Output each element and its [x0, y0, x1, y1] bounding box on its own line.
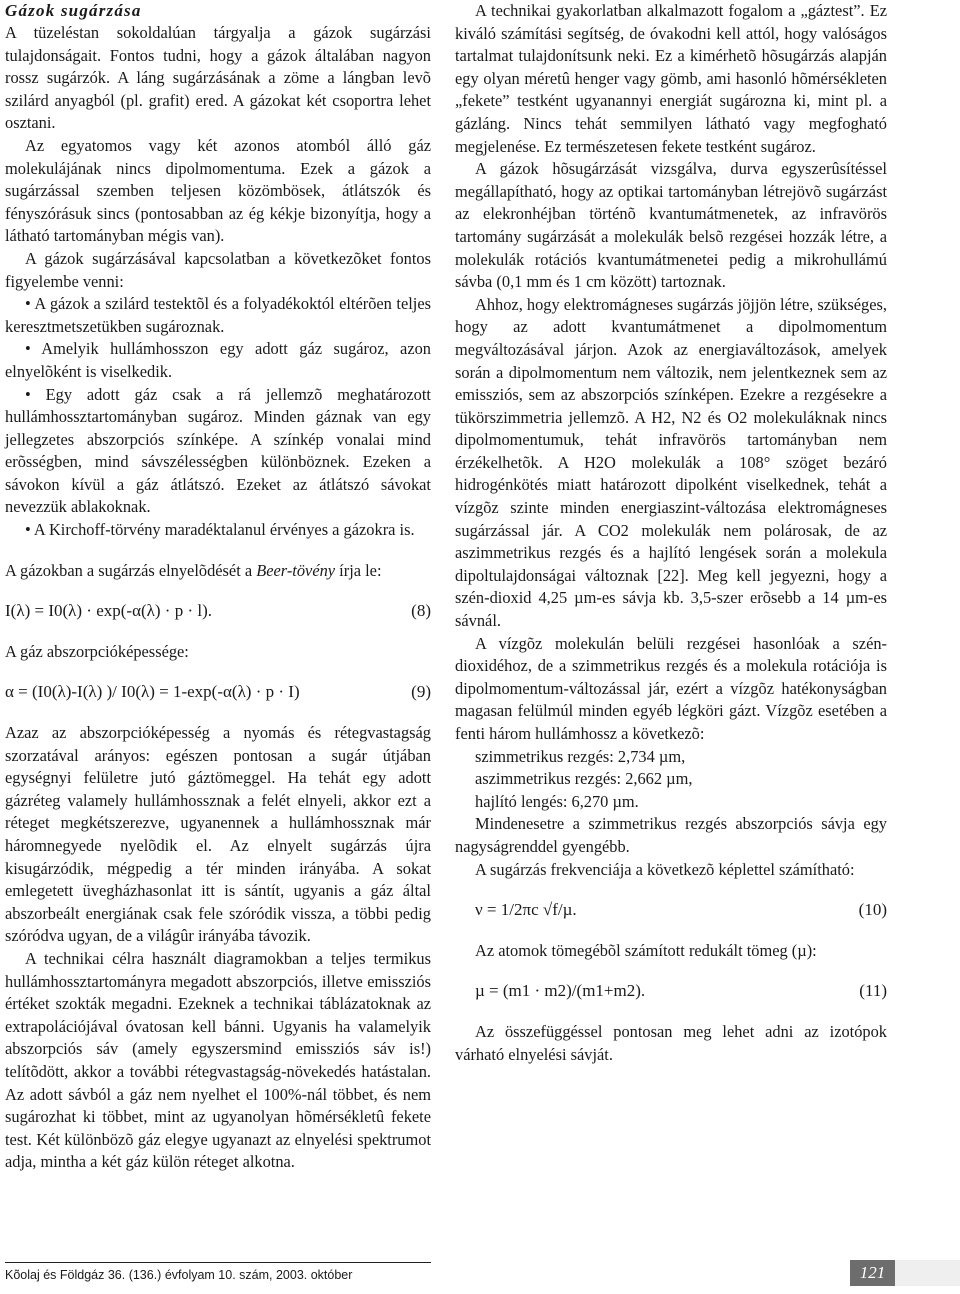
- paragraph-beer-law: [5, 560, 431, 583]
- equation-body: ν = 1/2πc √f/µ.: [475, 900, 577, 920]
- paragraph: Azaz az abszorpcióképesség a nyomás és rétegvastagság szorzatával arányos: egészen pontosan a sugár útjában egységnyi felületre jutó gáztömeggel. Ha tehát egy adott gázréteg valamely hullámhossznak a felét elnyeli, akkor ezt a réteget megkétszerezve, ugyanennek a hullámhossznak már háromnegyede nyelõdik el. Az elnyelt sugárzás újra kisugárzódik, mégpedig a tér minden irányába. A sokat emlegetett üvegházhasonlat itt is sántít, ugyanis a gáz által abszorbeált energiának csak fele szóródik vissza, a többi pedig szóródva ugyan, de a világûr irányába távozik.: [5, 723, 431, 946]
- equation-8: [5, 600, 431, 623]
- text: A gázokban a sugárzás elnyelõdését a: [5, 560, 257, 580]
- list-item: hajlító lengés: 6,270 µm.: [475, 791, 639, 811]
- wavelength-list: [455, 746, 887, 814]
- equation-11: [455, 980, 887, 1003]
- paragraph: Mindenesetre a szimmetrikus rezgés abszorpciós sávja egy nagyságrenddel gyengébb.: [455, 814, 887, 856]
- paragraph: A gáz abszorpcióképessége:: [5, 641, 189, 661]
- paragraph: Az összefüggéssel pontosan meg lehet adni az izotópok várható elnyelési sávját.: [455, 1021, 887, 1064]
- equation-number: (8): [411, 601, 431, 621]
- list-item: aszimmetrikus rezgés: 2,662 µm,: [475, 769, 693, 789]
- section-title: Gázok sugárzása: [5, 1, 142, 20]
- paragraph: A technikai gyakorlatban alkalmazott fogalom a „gáztest”. Ez kiváló számítási segítség, de óvakodni kell attól, hogy valóságos tartalmat tulajdonítsunk neki. Ez a kimérhetõ hõsugárzás alapján egy olyan méretû henger vagy gömb, ami hasonló hõmérsékleten „fekete” testként ugyanannyi energiát sugározna ki, mint pl. a gázláng. Nincs tehát semmilyen látható vagy megfogható megjelenése. Ez természetesen fekete testként sugároz.: [455, 1, 887, 156]
- text: írja le:: [335, 560, 382, 580]
- bullet-item: • Amelyik hullámhosszon egy adott gáz sugároz, azon elnyelõként is viselkedik.: [5, 339, 431, 381]
- journal-footer: Kõolaj és Földgáz 36. (136.) évfolyam 10. szám, 2003. október: [5, 1268, 353, 1282]
- paragraph: A technikai célra használt diagramokban a teljes termikus hullámhossztartományra megadott abszorpciós, illetve emissziós értéket szokták megadni. Ezeknek a technikai táblázatoknak az extrapolációjával óvatosan kell bánni. Ugyanis ha valamelyik abszorpciós sáv (amely egyszersmind emissziós sáv is!) telítõdött, akkor a további rétegvastagság-növekedés hatástalan. Az adott sávból a gáz nem nyelhet el 100%-nál többet, és nem sugározhat ki többet, mint az ugyanolyan hõmérsékletû fekete test. Két különbözõ gáz elegye ugyanazt az elnyelési spektrumot adja, mintha a két gáz külön réteget alkotna.: [5, 948, 431, 1172]
- footer-divider: [5, 1262, 431, 1263]
- paragraph: Az atomok tömegébõl számított redukált tömeg (µ):: [475, 940, 817, 960]
- bullet-item: • A Kirchoff-törvény maradéktalanul érvényes a gázokra is.: [25, 520, 415, 540]
- paragraph: A sugárzás frekvenciája a következõ képlettel számítható:: [475, 859, 855, 879]
- equation-number: (10): [858, 900, 887, 920]
- law-name: Beer-tövény: [256, 560, 336, 580]
- paragraph: A gázok sugárzásával kapcsolatban a következõket fontos figyelembe venni:: [5, 248, 431, 291]
- paragraph: A vízgõz molekulán belüli rezgései hasonlóak a szén-dioxidéhoz, de a szimmetrikus rezgés és a molekula rotációja is dipolmomentum-változással jár, ezért a vízgõz hatékonyságban magasan felülmúl minden egyéb légköri gázt. Vízgõz esetében a fenti három hullámhossz a következõ:: [455, 633, 887, 743]
- paragraph: Ahhoz, hogy elektromágneses sugárzás jöjjön létre, szükséges, hogy az adott kvantumátmenet a dipolmomentum megváltozásával járjon. Azok az energiaváltozások, amelyek során a dipolmomentum nem változik, nem jelentkeznek sem az emissziós, sem az abszorpciós színképen. Ezekre a rezgésekre a tükörszimmetria jellemzõ. A H2, N2 és O2 molekuláknak nincs dipolmomentumuk, tehát infravörös tartományban nem érzékelhetõk. A H2O molekulák a 108° szöget bezáró hidrogénkötés miatt határozott dipolként viselkednek, tehát a vízgõz szinte minden energiaszint-változása elektromágneses sugárzással jár. A CO2 molekulák nem polárosak, de az aszimmetrikus rezgés és a hajlító lengések során a molekula dipoltulajdonságai változnak [22]. Meg kell jegyezni, hogy a szén-dioxid 4,25 µm-es sávja kb. 3,5-szer erõsebb a 14 µm-es sávnál.: [455, 294, 887, 631]
- bullet-item: • Egy adott gáz csak a rá jellemzõ meghatározott hullámhossztartományban sugároz. Minden gáznak van egy jellegzetes abszorpciós színképe. A színkép vonalai mind erõsségben, mind sávszélességben különböznek. Ezeken a sávokon kívül a gáz átlátszó. Ezeket az átlátszó sávokat nevezzük ablakoknak.: [5, 384, 431, 517]
- equation-number: (11): [859, 981, 887, 1001]
- equation-body: I(λ) = I0(λ) · exp(-α(λ) · p · l).: [5, 601, 212, 621]
- equation-10: [455, 899, 887, 922]
- left-column: [5, 0, 431, 1174]
- paragraph: A tüzeléstan sokoldalúan tárgyalja a gázok sugárzási tulajdonságait. Fontos tudni, hogy a gázok általában nagyon rossz sugárzók. A láng sugárzásának a zöme a lángban levõ szilárd anyagból (pl. grafit) ered. A gázokat két csoportra lehet osztani.: [5, 23, 431, 133]
- paragraph: A gázok hõsugárzását vizsgálva, durva egyszerûsítéssel megállapítható, hogy az optikai tartományban létrejövõ sugárzást az elekronhéjban történõ kvantumátmenetek, az infravörös tartomány sugárzását a molekulák belsõ rezgései hozzák létre, a molekulák rotációs kvantumátmenetei pedig a mikrohullámú sávba (0,1 mm és 1 cm között) tartoznak.: [455, 159, 887, 292]
- paragraph: Az egyatomos vagy két azonos atomból álló gáz molekulájának nincs dipolmomentuma. Ezek a gázok a sugárzással szemben teljesen közömbösek, átlátszók és fényszórásuk sincs (pontosabban az ég kékje bizonyítja, hogy a látható tartományban mégis van).: [5, 135, 431, 246]
- bullet-item: • A gázok a szilárd testektõl és a folyadékoktól eltérõen teljes keresztmetszetükben sugároznak.: [5, 294, 431, 336]
- equation-9: [5, 681, 431, 704]
- equation-body: α = (I0(λ)-I(λ) )/ I0(λ) = 1-exp(-α(λ) · p · I): [5, 682, 300, 702]
- right-column: [455, 0, 887, 1066]
- page-number: 121: [850, 1260, 895, 1286]
- page-number-bar: [895, 1260, 960, 1286]
- equation-number: (9): [411, 682, 431, 702]
- list-item: szimmetrikus rezgés: 2,734 µm,: [475, 746, 686, 766]
- equation-body: µ = (m1 · m2)/(m1+m2).: [475, 981, 646, 1001]
